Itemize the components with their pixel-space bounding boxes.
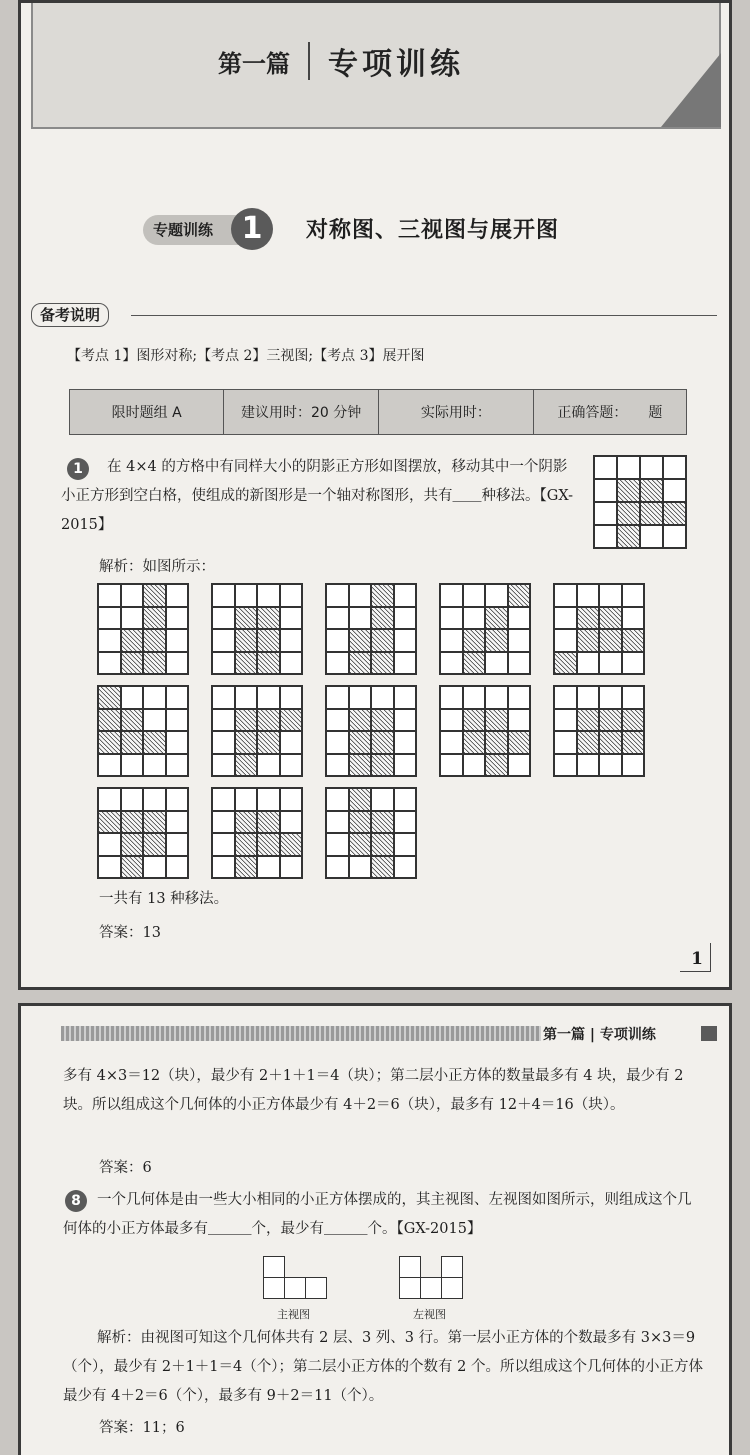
shaded-cell xyxy=(257,833,280,856)
blank-cell xyxy=(599,652,622,675)
solution-grid xyxy=(97,787,189,879)
solution-grid xyxy=(325,583,417,675)
question-8-text: 一个几何体是由一些大小相同的小正方体摆成的，其主视图、左视图如图所示，则组成这个几何体的小正方体最多有＿＿＿个，最少有＿＿＿个。【GX-2015】 xyxy=(63,1192,692,1237)
shaded-cell xyxy=(235,833,258,856)
page-two xyxy=(18,1003,732,1455)
blank-cell xyxy=(622,686,645,709)
blank-cell xyxy=(394,652,417,675)
shaded-cell xyxy=(622,731,645,754)
shaded-cell xyxy=(371,811,394,834)
blank-cell xyxy=(349,584,372,607)
shaded-cell xyxy=(463,629,486,652)
shaded-cell xyxy=(640,502,663,525)
left-view-caption: 左视图 xyxy=(413,1308,446,1321)
shaded-cell xyxy=(371,731,394,754)
blank-cell xyxy=(577,584,600,607)
blank-cell xyxy=(617,456,640,479)
blank-cell xyxy=(212,709,235,732)
shaded-cell xyxy=(640,479,663,502)
shaded-cell xyxy=(121,731,144,754)
solution-grid xyxy=(439,685,531,777)
front-view-square xyxy=(263,1256,285,1278)
blank-cell xyxy=(212,856,235,879)
blank-cell xyxy=(508,607,531,630)
shaded-cell xyxy=(371,856,394,879)
shaded-cell xyxy=(508,731,531,754)
blank-cell xyxy=(98,788,121,811)
blank-cell xyxy=(121,686,144,709)
blank-cell xyxy=(326,584,349,607)
shaded-cell xyxy=(121,709,144,732)
blank-cell xyxy=(98,833,121,856)
answer-1: 答案：13 xyxy=(99,925,161,941)
front-view-square xyxy=(284,1277,306,1299)
shaded-cell xyxy=(371,629,394,652)
blank-cell xyxy=(440,754,463,777)
shaded-cell xyxy=(485,709,508,732)
shaded-cell xyxy=(235,709,258,732)
shaded-cell xyxy=(349,754,372,777)
blank-cell xyxy=(326,754,349,777)
blank-cell xyxy=(166,709,189,732)
topic-number: 1 xyxy=(231,208,273,250)
blank-cell xyxy=(257,686,280,709)
blank-cell xyxy=(554,607,577,630)
solution-grid xyxy=(553,685,645,777)
shaded-cell xyxy=(121,833,144,856)
blank-cell xyxy=(594,479,617,502)
header-band xyxy=(61,1026,541,1041)
blank-cell xyxy=(440,731,463,754)
blank-cell xyxy=(98,584,121,607)
solution-summary: 一共有 13 种移法。 xyxy=(99,891,229,907)
blank-cell xyxy=(554,709,577,732)
blank-cell xyxy=(599,754,622,777)
blank-cell xyxy=(508,652,531,675)
shaded-cell xyxy=(235,754,258,777)
blank-cell xyxy=(121,584,144,607)
blank-cell xyxy=(121,754,144,777)
blank-cell xyxy=(121,607,144,630)
front-view-square xyxy=(305,1277,327,1299)
blank-cell xyxy=(394,607,417,630)
time-cell-correct: 正确答题： 题 xyxy=(533,390,686,435)
blank-cell xyxy=(440,629,463,652)
shaded-cell xyxy=(143,652,166,675)
shaded-cell xyxy=(485,754,508,777)
blank-cell xyxy=(554,629,577,652)
blank-cell xyxy=(212,788,235,811)
shaded-cell xyxy=(143,833,166,856)
chapter-part: 第一篇 xyxy=(218,49,290,78)
header-block xyxy=(701,1026,717,1041)
blank-cell xyxy=(257,788,280,811)
blank-cell xyxy=(394,833,417,856)
blank-cell xyxy=(508,686,531,709)
blank-cell xyxy=(326,731,349,754)
topic-label: 专题训练 xyxy=(143,215,263,245)
shaded-cell xyxy=(121,811,144,834)
blank-cell xyxy=(577,652,600,675)
blank-cell xyxy=(280,731,303,754)
chapter-title xyxy=(218,39,464,83)
blank-cell xyxy=(663,456,686,479)
shaded-cell xyxy=(143,731,166,754)
blank-cell xyxy=(121,788,144,811)
blank-cell xyxy=(166,731,189,754)
shaded-cell xyxy=(143,584,166,607)
running-header: 第一篇 | 专项训练 xyxy=(543,1027,656,1043)
blank-cell xyxy=(212,754,235,777)
front-view-square xyxy=(263,1277,285,1299)
blank-cell xyxy=(622,607,645,630)
blank-cell xyxy=(326,811,349,834)
blank-cell xyxy=(326,686,349,709)
blank-cell xyxy=(640,456,663,479)
shaded-cell xyxy=(371,754,394,777)
blank-cell xyxy=(257,584,280,607)
shaded-cell xyxy=(349,788,372,811)
blank-cell xyxy=(143,709,166,732)
blank-cell xyxy=(394,686,417,709)
blank-cell xyxy=(280,652,303,675)
shaded-cell xyxy=(257,811,280,834)
time-cell-actual: 实际用时： xyxy=(379,390,534,435)
shaded-cell xyxy=(257,709,280,732)
shaded-cell xyxy=(235,652,258,675)
shaded-cell xyxy=(463,731,486,754)
blank-cell xyxy=(280,629,303,652)
chapter-header xyxy=(31,3,721,129)
blank-cell xyxy=(577,754,600,777)
shaded-cell xyxy=(485,607,508,630)
blank-cell xyxy=(235,788,258,811)
shaded-cell xyxy=(554,652,577,675)
blank-cell xyxy=(440,709,463,732)
shaded-cell xyxy=(349,629,372,652)
page-one xyxy=(18,0,732,990)
exam-points: 【考点 1】图形对称;【考点 2】三视图;【考点 3】展开图 xyxy=(67,348,425,364)
blank-cell xyxy=(485,686,508,709)
blank-cell xyxy=(554,731,577,754)
question-1-text: 在 4×4 的方格中有同样大小的阴影正方形如图摆放，移动其中一个阴影小正方形到空白格，使组成的新图形是一个轴对称图形，共有＿＿种移法。【GX-2015】 xyxy=(61,459,574,533)
left-view-square xyxy=(399,1277,421,1299)
time-cell-group: 限时题组 A xyxy=(70,390,224,435)
blank-cell xyxy=(166,788,189,811)
blank-cell xyxy=(98,754,121,777)
blank-cell xyxy=(326,629,349,652)
shaded-cell xyxy=(143,607,166,630)
shaded-cell xyxy=(617,479,640,502)
blank-cell xyxy=(394,856,417,879)
blank-cell xyxy=(594,456,617,479)
blank-cell xyxy=(663,479,686,502)
solution-grid xyxy=(325,685,417,777)
solution-grid xyxy=(97,685,189,777)
blank-cell xyxy=(485,652,508,675)
shaded-cell xyxy=(257,607,280,630)
blank-cell xyxy=(554,686,577,709)
blank-cell xyxy=(166,856,189,879)
blank-cell xyxy=(212,629,235,652)
analysis-1: 解析：如图所示： xyxy=(99,559,215,575)
previous-answer: 答案：6 xyxy=(99,1160,152,1176)
blank-cell xyxy=(98,856,121,879)
shaded-cell xyxy=(349,811,372,834)
blank-cell xyxy=(349,856,372,879)
blank-cell xyxy=(599,686,622,709)
shaded-cell xyxy=(98,811,121,834)
blank-cell xyxy=(166,652,189,675)
blank-cell xyxy=(508,709,531,732)
blank-cell xyxy=(622,584,645,607)
shaded-cell xyxy=(599,607,622,630)
front-view-caption: 主视图 xyxy=(277,1308,310,1321)
blank-cell xyxy=(212,652,235,675)
shaded-cell xyxy=(617,502,640,525)
blank-cell xyxy=(143,686,166,709)
shaded-cell xyxy=(121,652,144,675)
blank-cell xyxy=(394,811,417,834)
blank-cell xyxy=(394,788,417,811)
shaded-cell xyxy=(280,709,303,732)
blank-cell xyxy=(143,856,166,879)
blank-cell xyxy=(594,525,617,548)
topic-title: 对称图、三视图与展开图 xyxy=(306,218,560,243)
solution-grid xyxy=(553,583,645,675)
blank-cell xyxy=(326,856,349,879)
blank-cell xyxy=(326,788,349,811)
shaded-cell xyxy=(349,731,372,754)
blank-cell xyxy=(166,584,189,607)
shaded-cell xyxy=(463,709,486,732)
prep-label: 备考说明 xyxy=(31,303,109,327)
shaded-cell xyxy=(371,652,394,675)
blank-cell xyxy=(349,607,372,630)
blank-cell xyxy=(212,686,235,709)
shaded-cell xyxy=(257,731,280,754)
blank-cell xyxy=(280,811,303,834)
blank-cell xyxy=(577,686,600,709)
blank-cell xyxy=(394,754,417,777)
blank-cell xyxy=(212,731,235,754)
blank-cell xyxy=(280,686,303,709)
shaded-cell xyxy=(599,709,622,732)
blank-cell xyxy=(463,754,486,777)
solution-grid xyxy=(439,583,531,675)
left-view-square xyxy=(441,1277,463,1299)
blank-cell xyxy=(98,607,121,630)
blank-cell xyxy=(166,629,189,652)
shaded-cell xyxy=(349,709,372,732)
blank-cell xyxy=(622,652,645,675)
blank-cell xyxy=(166,833,189,856)
shaded-cell xyxy=(485,629,508,652)
blank-cell xyxy=(463,584,486,607)
shaded-cell xyxy=(235,731,258,754)
blank-cell xyxy=(508,629,531,652)
blank-cell xyxy=(554,754,577,777)
blank-cell xyxy=(640,525,663,548)
question-1-number: 1 xyxy=(67,458,89,480)
blank-cell xyxy=(235,686,258,709)
solution-grid xyxy=(211,583,303,675)
blank-cell xyxy=(212,607,235,630)
blank-cell xyxy=(394,731,417,754)
shaded-cell xyxy=(98,709,121,732)
shaded-cell xyxy=(349,652,372,675)
question-8-number: 8 xyxy=(65,1190,87,1212)
shaded-cell xyxy=(577,709,600,732)
time-cell-suggested: 建议用时：20 分钟 xyxy=(224,390,379,435)
time-table xyxy=(69,389,687,435)
solution-grid xyxy=(211,787,303,879)
blank-cell xyxy=(212,584,235,607)
shaded-cell xyxy=(257,629,280,652)
shaded-cell xyxy=(463,652,486,675)
shaded-cell xyxy=(235,811,258,834)
blank-cell xyxy=(594,502,617,525)
blank-cell xyxy=(663,525,686,548)
blank-cell xyxy=(508,754,531,777)
shaded-cell xyxy=(371,709,394,732)
shaded-cell xyxy=(98,731,121,754)
blank-cell xyxy=(371,686,394,709)
prep-divider xyxy=(131,315,717,316)
shaded-cell xyxy=(235,856,258,879)
blank-cell xyxy=(599,584,622,607)
blank-cell xyxy=(463,607,486,630)
shaded-cell xyxy=(577,629,600,652)
blank-cell xyxy=(485,584,508,607)
shaded-cell xyxy=(235,629,258,652)
blank-cell xyxy=(440,607,463,630)
left-view-square xyxy=(399,1256,421,1278)
blank-cell xyxy=(440,652,463,675)
shaded-cell xyxy=(485,731,508,754)
left-view-square xyxy=(441,1256,463,1278)
blank-cell xyxy=(280,856,303,879)
blank-cell xyxy=(554,584,577,607)
blank-cell xyxy=(394,709,417,732)
prep-section-header xyxy=(31,303,717,327)
blank-cell xyxy=(622,754,645,777)
blank-cell xyxy=(349,686,372,709)
blank-cell xyxy=(212,811,235,834)
shaded-cell xyxy=(257,652,280,675)
blank-cell xyxy=(371,788,394,811)
shaded-cell xyxy=(349,833,372,856)
shaded-cell xyxy=(235,607,258,630)
shaded-cell xyxy=(599,731,622,754)
blank-cell xyxy=(166,811,189,834)
shaded-cell xyxy=(622,629,645,652)
header-corner-decoration xyxy=(661,53,721,127)
shaded-cell xyxy=(663,502,686,525)
blank-cell xyxy=(440,686,463,709)
blank-cell xyxy=(463,686,486,709)
shaded-cell xyxy=(280,833,303,856)
shaded-cell xyxy=(508,584,531,607)
blank-cell xyxy=(143,754,166,777)
shaded-cell xyxy=(617,525,640,548)
blank-cell xyxy=(280,607,303,630)
blank-cell xyxy=(166,754,189,777)
solution-grid xyxy=(97,583,189,675)
blank-cell xyxy=(326,833,349,856)
left-view-square xyxy=(420,1277,442,1299)
question-1-grid xyxy=(593,455,687,549)
shaded-cell xyxy=(577,731,600,754)
shaded-cell xyxy=(622,709,645,732)
shaded-cell xyxy=(143,629,166,652)
shaded-cell xyxy=(371,607,394,630)
blank-cell xyxy=(280,584,303,607)
shaded-cell xyxy=(371,833,394,856)
blank-cell xyxy=(440,584,463,607)
blank-cell xyxy=(235,584,258,607)
solution-grid xyxy=(325,787,417,879)
blank-cell xyxy=(143,788,166,811)
previous-solution-text: 多有 4×3＝12（块），最少有 2＋1＋1＝4（块）；第二层小正方体的数量最多有 4 块，最少有 2 块。所以组成这个几何体的小正方体最少有 4＋2＝6（块），最多有 12＋4＝16（块）。 xyxy=(63,1068,684,1113)
blank-cell xyxy=(166,607,189,630)
shaded-cell xyxy=(371,584,394,607)
blank-cell xyxy=(257,754,280,777)
blank-cell xyxy=(394,629,417,652)
blank-cell xyxy=(166,686,189,709)
blank-cell xyxy=(98,629,121,652)
blank-cell xyxy=(98,652,121,675)
blank-cell xyxy=(280,754,303,777)
blank-cell xyxy=(326,652,349,675)
shaded-cell xyxy=(121,856,144,879)
chapter-name: 专项训练 xyxy=(328,47,464,82)
page-number: 1 xyxy=(691,949,703,969)
shaded-cell xyxy=(121,629,144,652)
blank-cell xyxy=(326,607,349,630)
shaded-cell xyxy=(599,629,622,652)
answer-8: 答案：11；6 xyxy=(99,1420,185,1436)
blank-cell xyxy=(326,709,349,732)
blank-cell xyxy=(394,584,417,607)
shaded-cell xyxy=(577,607,600,630)
blank-cell xyxy=(257,856,280,879)
analysis-8: 解析：由视图可知这个几何体共有 2 层、3 列、3 行。第一层小正方体的个数最多有 3×3＝9（个），最少有 2＋1＋1＝4（个）；第二层小正方体的个数有 2 个。所以组成这个几何体的小正方体最少有 4＋2＝6（个），最多有 9＋2＝11（个）。 xyxy=(63,1330,703,1404)
title-separator xyxy=(308,42,310,80)
blank-cell xyxy=(212,833,235,856)
blank-cell xyxy=(280,788,303,811)
solution-grid xyxy=(211,685,303,777)
shaded-cell xyxy=(143,811,166,834)
shaded-cell xyxy=(98,686,121,709)
